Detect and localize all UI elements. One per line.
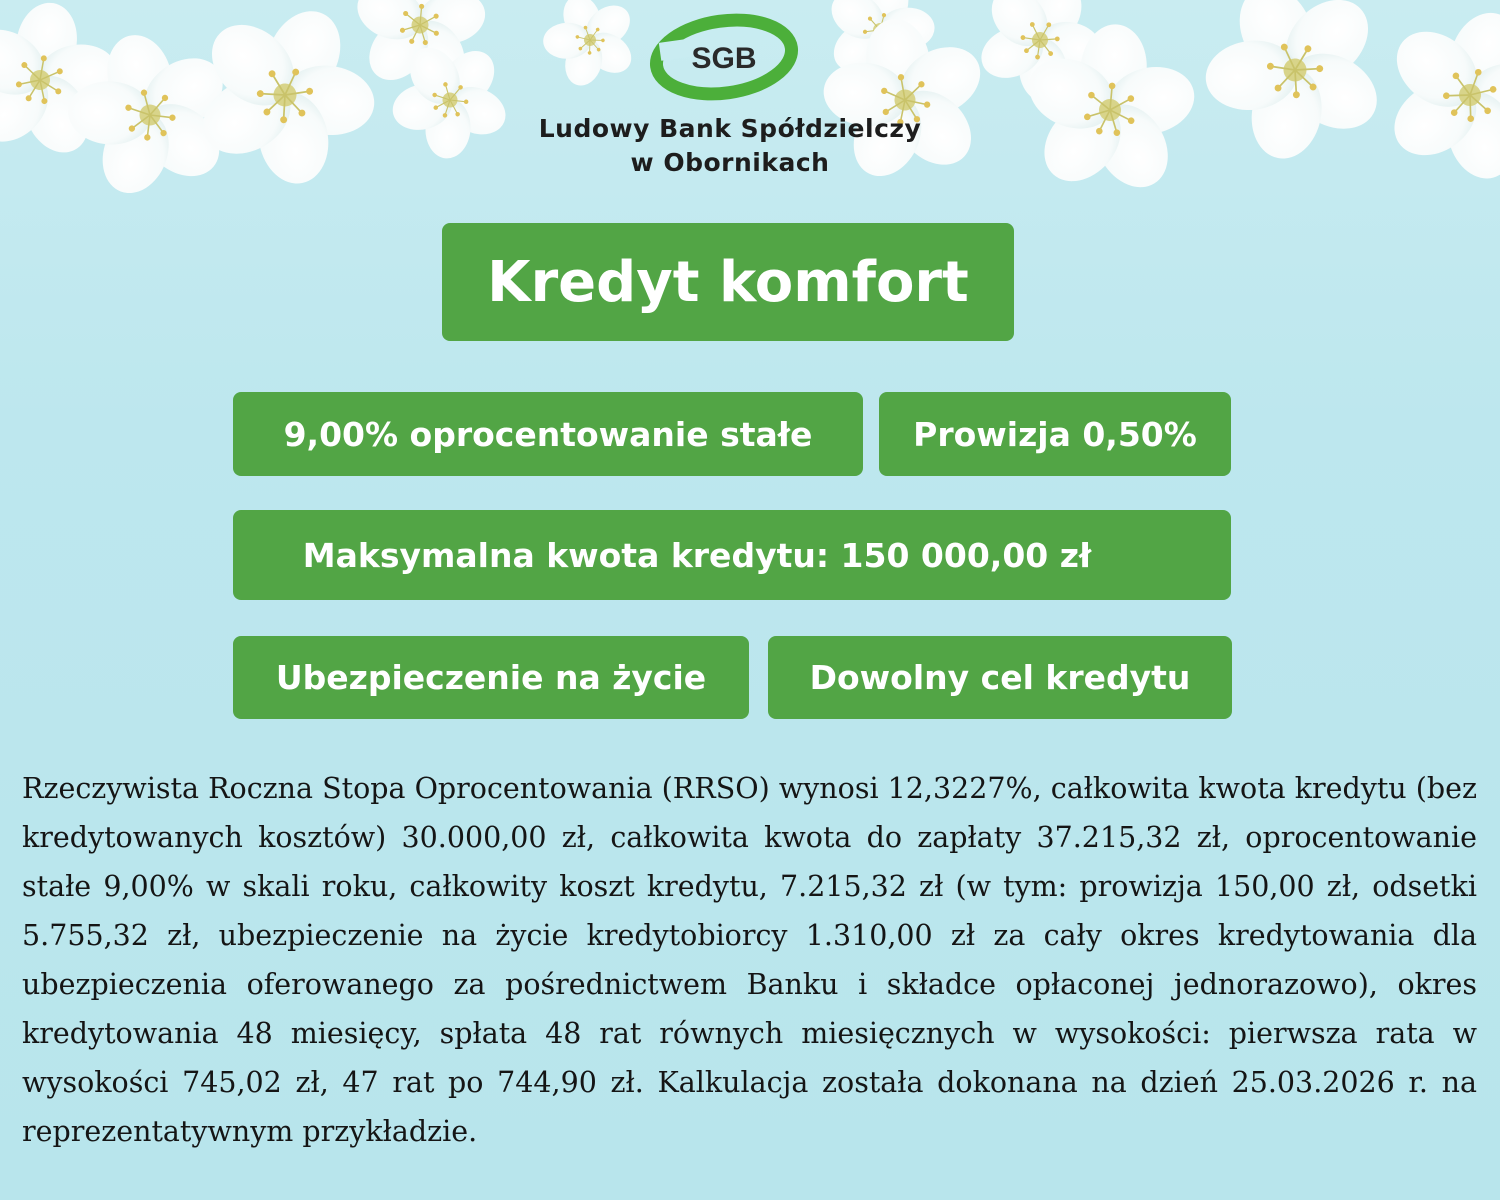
logo-mark-text: SGB <box>691 42 757 75</box>
max-amount-badge: Maksymalna kwota kredytu: 150 000,00 zł <box>233 510 1231 600</box>
commission-badge: Prowizja 0,50% <box>879 392 1231 476</box>
offer-title: Kredyt komfort <box>442 223 1014 341</box>
legal-disclaimer: Rzeczywista Roczna Stopa Oprocentowania (RRSO) wynosi 12,3227%, całkowita kwota kredytu (bez kredytowanych kosztów) 30.000,00 zł, całkowita kwota do zapłaty 37.215,32 zł, oprocentowanie stałe 9,00% w skali roku, całkowity koszt kredytu, 7.215,32 zł (w tym: prowizja 150,00 zł, odsetki 5.755,32 zł, ubezpieczenie na życie kredytobiorcy 1.310,00 zł za cały okres kredytowania dla ubezpieczenia oferowanego za pośrednictwem Banku i składce opłaconej jednorazowo), okres kredytowania 48 miesięcy, spłata 48 rat równych miesięcznych w wysokości: pierwsza rata w wysokości 745,02 zł, 47 rat po 744,90 zł. Kalkulacja została dokonana na dzień 25.03.2026 r. na reprezentatywnym przykładzie. <box>22 772 1477 1148</box>
interest-rate-badge: 9,00% oprocentowanie stałe <box>233 392 863 476</box>
loan-purpose-badge: Dowolny cel kredytu <box>768 636 1232 719</box>
life-insurance-badge: Ubezpieczenie na życie <box>233 636 749 719</box>
bank-name-line1: Ludowy Bank Spółdzielczy <box>538 114 922 143</box>
bank-name <box>430 112 1030 180</box>
bank-name-line2: w Obornikach <box>630 148 830 177</box>
